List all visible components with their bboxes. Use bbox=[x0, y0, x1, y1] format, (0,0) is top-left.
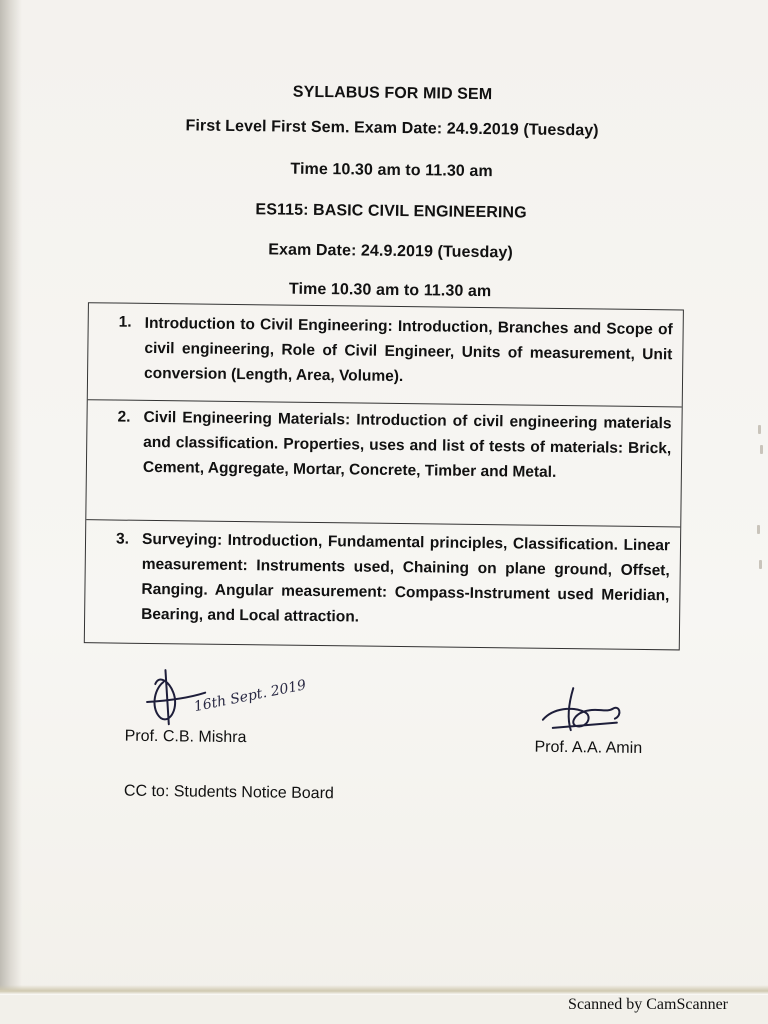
course-exam-date: Exam Date: 24.9.2019 (Tuesday) bbox=[268, 241, 513, 262]
scanner-watermark: Scanned by CamScanner bbox=[568, 996, 728, 1013]
syllabus-item-text: Surveying: Introduction, Fundamental principles, Classification. Linear measurement: Instruments used, Chaining on plane ground, Offset, Ranging. Angular measurement: Compass-Instrument used Meridian, Bearing, and Local attraction. bbox=[141, 530, 671, 626]
syllabus-row bbox=[88, 303, 683, 406]
exam-time-line: Time 10.30 am to 11.30 am bbox=[290, 160, 493, 181]
signature-amin bbox=[533, 682, 634, 743]
syllabus-item-text: Introduction to Civil Engineering: Introduction, Branches and Scope of civil engineering, Role of Civil Engineer, Units of measurement, Unit conversion (Length, Area, Volume). bbox=[143, 314, 673, 386]
signatory-right-name: Prof. A.A. Amin bbox=[534, 738, 643, 757]
syllabus-row bbox=[85, 519, 680, 649]
signatory-left-name: Prof. C.B. Mishra bbox=[124, 727, 247, 747]
cc-line: CC to: Students Notice Board bbox=[123, 782, 334, 803]
syllabus-item-text: Civil Engineering Materials: Introduction of civil engineering materials and classification. Properties, uses and list of tests of materials: Brick, Cement, Aggregate, Mortar, Concrete, Timber and Metal. bbox=[142, 408, 672, 481]
exam-level-line: First Level First Sem. Exam Date: 24.9.2019 (Tuesday) bbox=[185, 117, 599, 140]
syllabus-item-number: 2. bbox=[117, 408, 131, 426]
scan-bottom-edge bbox=[0, 985, 768, 995]
signature-date: 16th Sept. 2019 bbox=[192, 677, 308, 716]
course-title: ES115: BASIC CIVIL ENGINEERING bbox=[255, 201, 527, 222]
syllabus-table bbox=[84, 302, 684, 650]
syllabus-item-number: 3. bbox=[115, 530, 130, 548]
course-exam-time: Time 10.30 am to 11.30 am bbox=[288, 280, 492, 301]
document-title: SYLLABUS FOR MID SEM bbox=[292, 83, 493, 104]
syllabus-item-number: 1. bbox=[118, 313, 132, 331]
syllabus-row bbox=[86, 399, 681, 526]
